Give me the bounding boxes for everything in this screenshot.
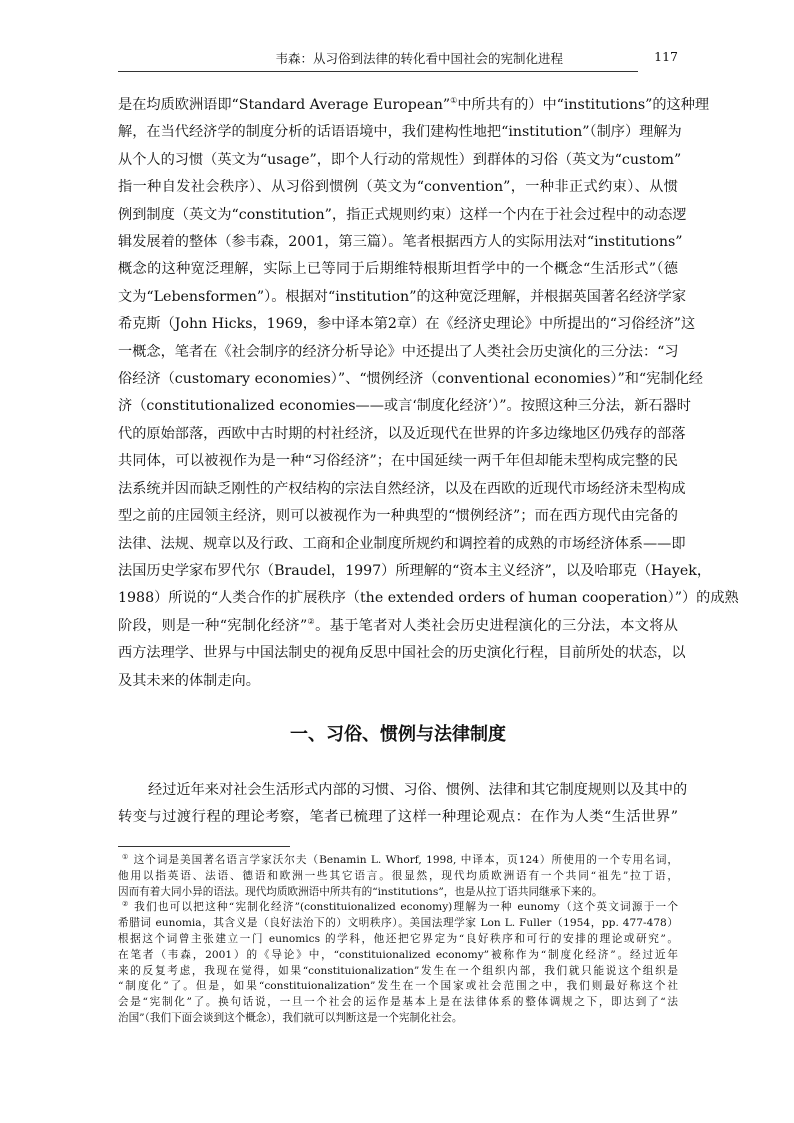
body-line: 概念的这种宽泛理解，实际上已等同于后期维特根斯坦哲学中的一个概念“生活形式”（德 <box>118 261 678 278</box>
footnote-ref-1[interactable]: ① <box>450 96 458 105</box>
header-rule <box>118 71 638 72</box>
body-line: 俗经济（customary economies）”、“惯例经济（conventional economies）”和“宪制化经 <box>118 371 703 388</box>
footnote-ref-2[interactable]: ② <box>307 616 316 626</box>
section-body <box>118 777 688 832</box>
running-header <box>118 49 678 67</box>
body-line: 法律、法规、规章以及行政、工商和企业制度所规约和调控着的成熟的市场经济体系——即 <box>118 535 686 552</box>
footnote-2-line: 希腊词 eunomia，其含义是（良好法治下的）文明秩序）。美国法理学家 Lon L. Fuller（1954，pp. 477-478） <box>118 917 678 930</box>
body-line: 及其未来的体制走向。 <box>118 672 260 689</box>
body-line: 法系统并因而缺乏刚性的产权结构的宗法自然经济，以及在西欧的近现代市场经济未型构成 <box>118 480 686 497</box>
footnote-rule <box>118 846 290 847</box>
body-line: 阶段，则是一种“宪制化经济”②。基于笔者对人类社会历史进程演化的三分法，本文将从 <box>118 616 678 634</box>
body-line: 法国历史学家布罗代尔（Braudel，1997）所理解的“资本主义经济”，以及哈耶克（Hayek， <box>118 562 712 579</box>
body-line: 从个人的习惯（英文为“usage”，即个人行动的常规性）到群体的习俗（英文为“custom” <box>118 151 682 168</box>
body-line: 是在均质欧洲语即“Standard Average European”①中所共有的）中“institutions”的这种理 <box>118 96 710 113</box>
footnote-2-line: 来的反复考虑，我现在觉得，如果“constituionalization”发生在一个组织内部，我们就只能说这个组织是 <box>118 964 678 977</box>
body-line: 解，在当代经济学的制度分析的话语语境中，我们建构性地把“institution”（制序）理解为 <box>118 124 682 141</box>
body-line: 济（constitutionalized economies——或言‘制度化经济’）”。按照这种三分法，新石器时 <box>118 398 691 415</box>
footnote-2-line: “制度化”了。但是，如果“constituionalization”发生在一个国家或社会范围之中，我们则最好称这个社 <box>118 980 678 993</box>
footnote-2-line: ② 我们也可以把这种“宪制化经济”(constituionalized economy)理解为一种 eunomy（这个英文词源于一个 <box>122 900 678 914</box>
running-title: 韦森：从习俗到法律的转化看中国社会的宪制化进程 <box>275 51 563 66</box>
body-line: 例到制度（英文为“constitution”，指正式规则约束）这样一个内在于社会过程中的动态逻 <box>118 206 687 223</box>
footnotes <box>118 853 678 1027</box>
section-line: 经过近年来对社会生活形式内部的习惯、习俗、惯例、法律和其它制度规则以及其中的 <box>148 782 688 798</box>
section-heading: 一、习俗、惯例与法律制度 <box>290 724 506 745</box>
body-line: 指一种自发社会秩序）、从习俗到惯例（英文为“convention”，一种非正式约束）、从惯 <box>118 179 678 196</box>
footnote-1-line: ① 这个词是美国著名语言学家沃尔夫（Benamin L. Whorf, 1998, 中译本，页124）所使用的一个专用名词， <box>122 853 679 866</box>
body-line: 希克斯（John Hicks，1969，参中译本第2章）在《经济史理论》中所提出的“习俗经济”这 <box>118 316 696 333</box>
footnote-1-line: 他用以指英语、法语、德语和欧洲一些其它语言。很显然，现代均质欧洲语有一个共同“祖先”拉丁语， <box>118 869 678 882</box>
body-line: 一概念，笔者在《社会制序的经济分析导论》中还提出了人类社会历史演化的三分法：“习 <box>118 343 679 360</box>
footnote-2-mark: ② <box>122 900 130 909</box>
section-line: 转变与过渡行程的理论考察，笔者已梳理了这样一种理论观点：在作为人类“生活世界” <box>118 809 678 826</box>
footnote-1-line: 因而有着大同小异的语法。现代均质欧洲语中所共有的“institutions”，也是从拉丁语共同继承下来的。 <box>118 885 603 898</box>
footnote-2-line: 在笔者（韦森，2001）的《导论》中，“constituionalized economy”被称作为“制度化经济”。经过近年 <box>118 948 678 961</box>
body-line: 西方法理学、世界与中国法制史的视角反思中国社会的历史演化行程，目前所处的状态，以 <box>118 645 686 662</box>
footnote-2-line: 治国”（我们下面会谈到这个概念），我们就可以判断这是一个宪制化社会。 <box>118 1011 463 1024</box>
body-line: 文为“Lebensformen”）。根据对“institution”的这种宽泛理解，并根据英国著名经济学家 <box>118 288 687 305</box>
footnote-2-line: 根据这个词曾主张建立一门 eunomics 的学科，他还把它界定为“良好秩序和可行的安排的理论或研究”。 <box>118 932 678 945</box>
body-line: 辑发展着的整体（参韦森，2001，第三篇）。笔者根据西方人的实际用法对“institutions” <box>118 234 683 251</box>
footnote-2-line: 会是“宪制化”了。换句话说，一旦一个社会的运作是基本上是在法律体系的整体调规之下，即达到了“法 <box>118 996 678 1009</box>
page-number: 117 <box>654 49 678 64</box>
body-line: 1988）所说的“人类合作的扩展秩序（the extended orders of human cooperation）”）的成熟 <box>118 590 739 607</box>
body-line: 型之前的庄园领主经济，则可以被视作为一种典型的“惯例经济”；而在西方现代由完备的 <box>118 508 678 525</box>
body-line: 共同体，可以被视作为是一种“习俗经济”；在中国延续一两千年但却能未型构成完整的民 <box>118 453 678 470</box>
body-text <box>118 92 739 695</box>
footnote-1-mark: ① <box>122 853 130 861</box>
body-line: 代的原始部落，西欧中古时期的村社经济，以及近现代在世界的许多边缘地区仍残存的部落 <box>118 425 686 442</box>
